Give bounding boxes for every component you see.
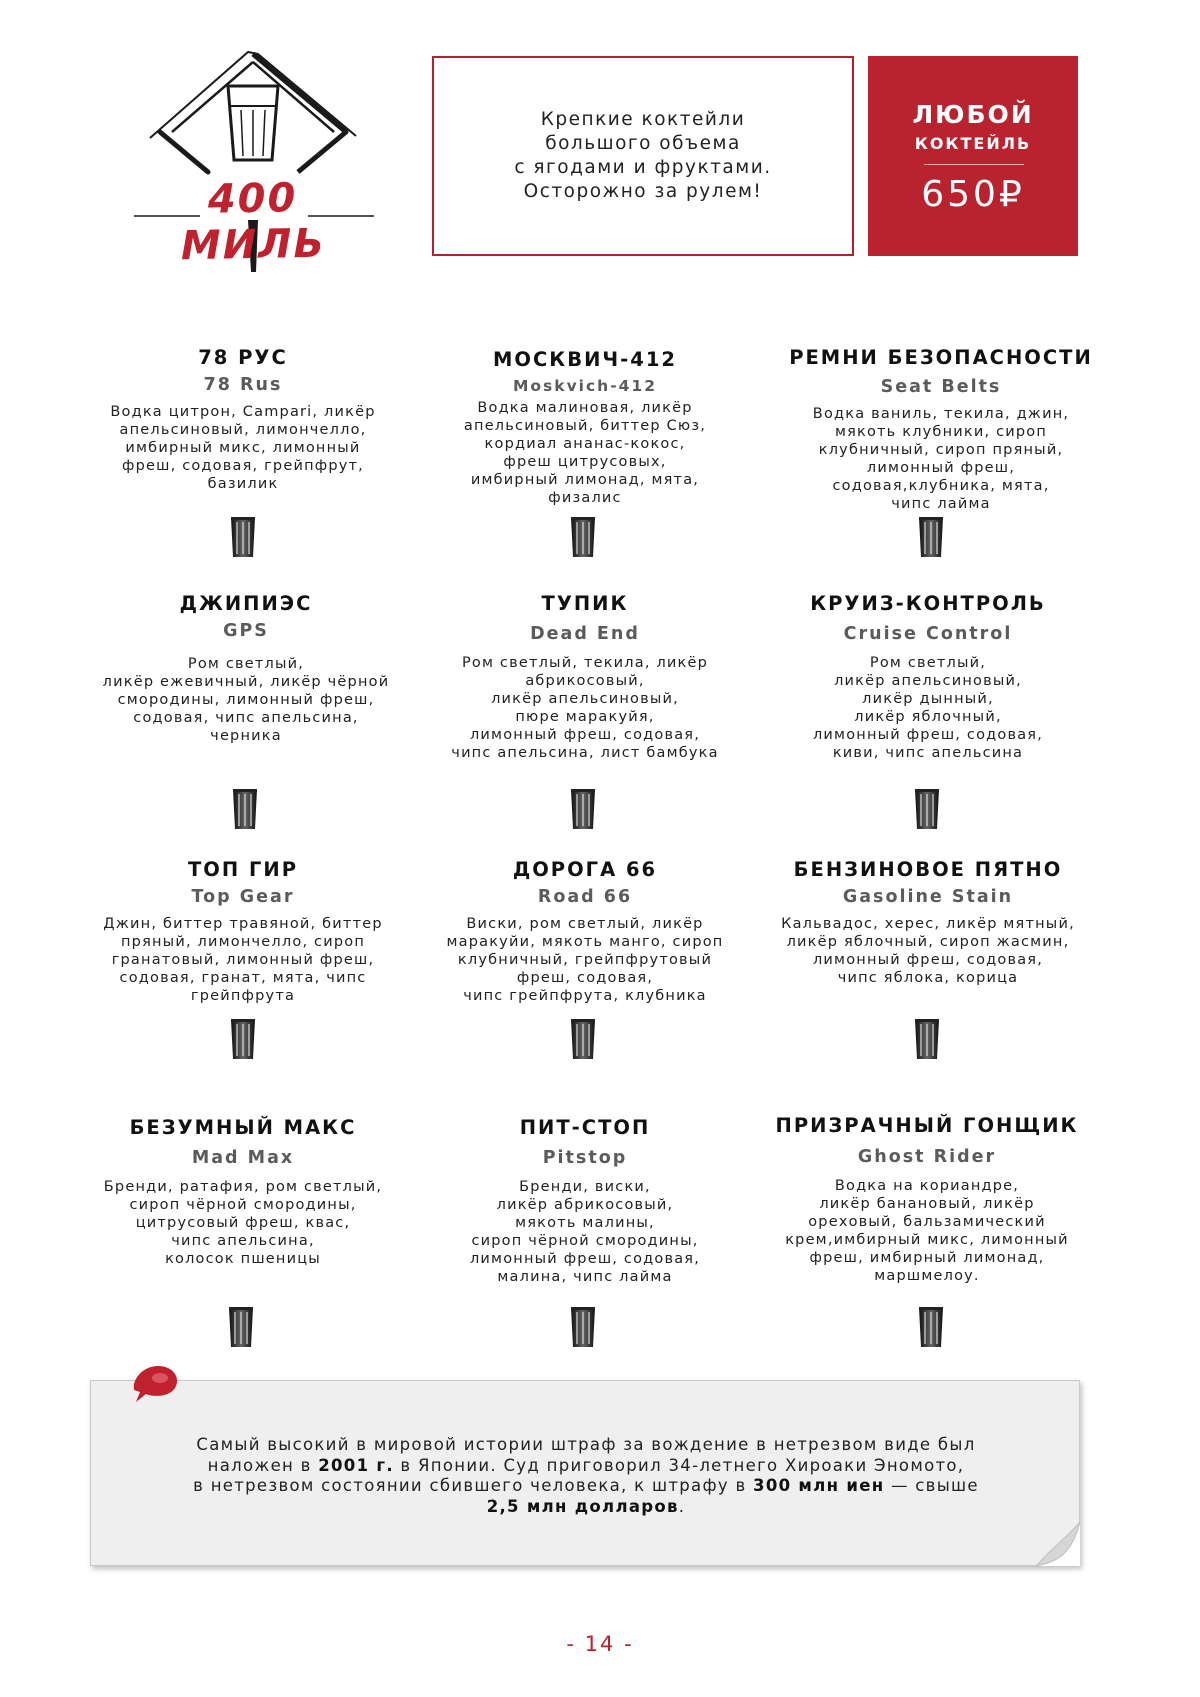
cocktail-ingredients: Бренди, виски, ликёр абрикосовый, мякоть малины, сироп чёрной смородины, лимонный фреш, содовая, малина, чипс лайма [469, 1179, 701, 1285]
cocktail-ingredients: Кальвадос, херес, ликёр мятный, ликёр яблочный, сироп жасмин, лимонный фреш, содовая, чипс яблока, корица [781, 916, 1075, 986]
cocktail-item [763, 858, 1093, 987]
cocktail-latin-name: Gasoline Stain [842, 887, 1014, 907]
cocktail-item [762, 1114, 1092, 1285]
cocktail-ingredients: Водка на кориандре, ликёр банановый, ликёр ореховый, бальзамический крем,имбирный микс, лимонный фреш, имбирный лимонад, маршмелоу. [785, 1178, 1069, 1284]
cocktail-latin-name: Ghost Rider [857, 1147, 997, 1167]
cocktail-name: ПИТ-СТОП [519, 1116, 651, 1139]
cocktail-latin-name: GPS [223, 621, 269, 641]
cocktail-item [776, 346, 1106, 513]
brand-name: 400 МИЛЬ [180, 175, 327, 270]
cocktail-ingredients: Водка цитрон, Campari, ликёр апельсиновый, лимончелло, имбирный микс, лимонный фреш, содовая, грейпфрут, базилик [110, 404, 376, 492]
price-divider [924, 164, 1024, 165]
pushpin-icon [130, 1360, 182, 1404]
cocktail-name: БЕЗУМНЫЙ МАКС [129, 1116, 357, 1139]
cocktail-ingredients: Ром светлый, ликёр ежевичный, ликёр чёрной смородины, лимонный фреш, содовая, чипс апельсина, черника [102, 656, 390, 744]
fact-text [91, 1435, 1081, 1517]
cocktail-name: МОСКВИЧ-412 [493, 348, 677, 371]
price-badge [868, 56, 1078, 256]
cocktail-latin-name: Cruise Control [843, 624, 1013, 644]
glass-icon [570, 788, 596, 830]
cocktail-item [420, 592, 750, 762]
cocktail-ingredients: Ром светлый, текила, ликёр абрикосовый, ликёр апельсиновый, пюре маракуйя, лимонный фреш, содовая, чипс апельсина, лист бамбука [451, 655, 719, 761]
cocktail-latin-name: Road 66 [537, 887, 633, 907]
cocktail-item [763, 592, 1093, 762]
cocktail-name: ТОП ГИР [187, 858, 299, 881]
cocktail-latin-name: Mad Max [191, 1148, 295, 1168]
cocktail-item [420, 348, 750, 507]
fact-year: 2001 г. [318, 1455, 394, 1475]
cocktail-latin-name: Seat Belts [880, 377, 1002, 397]
cocktail-ingredients: Водка малиновая, ликёр апельсиновый, биттер Сюз, кордиал ананас-кокос, фреш цитрусовых, имбирный лимонад, мята, физалис [463, 400, 707, 506]
intro-text [514, 108, 771, 204]
price-label-any: ЛЮБОЙ [912, 100, 1034, 129]
cocktail-name: КРУИЗ-КОНТРОЛЬ [810, 592, 1046, 615]
glass-icon [570, 516, 596, 558]
glass-icon [918, 516, 944, 558]
cocktail-name: ПРИЗРАЧНЫЙ ГОНЩИК [775, 1114, 1079, 1137]
cocktail-item [78, 346, 408, 493]
cocktail-latin-name: Top Gear [191, 887, 295, 907]
brand-logo [128, 48, 378, 276]
intro-line: с ягодами и фруктами. [514, 157, 772, 178]
cocktail-item [420, 858, 750, 1005]
page-number: - 14 - [566, 1632, 634, 1656]
fact-line: Самый высокий в мировой истории штраф за вождение в нетрезвом виде был [196, 1435, 976, 1454]
glass-icon [570, 1018, 596, 1060]
cocktail-ingredients: Джин, биттер травяной, биттер пряный, лимончелло, сироп гранатовый, лимонный фреш, содовая, гранат, мята, чипс грейпфрута [103, 916, 383, 1004]
cocktail-item [420, 1116, 750, 1286]
cocktail-name: ДОРОГА 66 [512, 858, 658, 881]
cocktail-latin-name: Moskvich-412 [512, 377, 658, 395]
fact-fine-usd: 2,5 млн долларов [486, 1496, 679, 1516]
cocktail-item [78, 858, 408, 1005]
cocktail-name: РЕМНИ БЕЗОПАСНОСТИ [789, 346, 1093, 369]
cocktail-name: ТУПИК [541, 592, 629, 615]
fact-line: наложен в 2001 г. в Японии. Суд приговорил 34-летнего Хироаки Эномото, [207, 1455, 965, 1475]
fact-fine-yen: 300 млн иен [753, 1476, 885, 1495]
glass-icon [228, 1306, 254, 1348]
cocktail-latin-name: Dead End [530, 624, 640, 644]
glass-icon [230, 516, 256, 558]
intro-line: Осторожно за рулем! [523, 181, 763, 202]
cocktail-latin-name: 78 Rus [203, 375, 283, 395]
intro-box [432, 56, 854, 256]
cocktail-ingredients: Бренди, ратафия, ром светлый, сироп чёрной смородины, цитрусовый фреш, квас, чипс апельсина, колосок пшеницы [103, 1179, 383, 1267]
glass-icon [230, 1018, 256, 1060]
fact-line: 2,5 млн долларов. [486, 1496, 686, 1516]
cocktail-ingredients: Водка ваниль, текила, джин, мякоть клубники, сироп клубничный, сироп пряный, лимонный фреш, содовая,клубника, мята, чипс лайма [812, 406, 1070, 512]
intro-line: Крепкие коктейли [540, 109, 746, 130]
price-label-cocktail: КОКТЕЙЛЬ [914, 134, 1032, 153]
glass-icon [570, 1306, 596, 1348]
cocktail-item [78, 1116, 408, 1268]
glass-icon [232, 788, 258, 830]
cocktail-name: ДЖИПИЭС [179, 592, 313, 615]
price-value: 650₽ [921, 174, 1025, 215]
glass-icon [914, 788, 940, 830]
glass-icon [918, 1306, 944, 1348]
fact-line: в нетрезвом состоянии сбившего человека, к штрафу в 300 млн иен — свыше [193, 1476, 979, 1495]
cocktail-name: 78 РУС [198, 346, 288, 369]
fact-note [90, 1380, 1080, 1566]
page-curl-icon [1036, 1522, 1080, 1566]
cocktail-name: БЕНЗИНОВОЕ ПЯТНО [793, 858, 1063, 881]
cocktail-item [81, 592, 411, 745]
intro-line: большого объема [545, 133, 741, 154]
cocktail-ingredients: Виски, ром светлый, ликёр маракуйи, мякоть манго, сироп клубничный, грейпфрутовый фреш, содовая, чипс грейпфрута, клубника [446, 916, 724, 1004]
cocktail-latin-name: Pitstop [542, 1148, 628, 1168]
cocktail-ingredients: Ром светлый, ликёр апельсиновый, ликёр дынный, ликёр яблочный, лимонный фреш, содовая, киви, чипс апельсина [812, 655, 1044, 761]
glass-icon [914, 1018, 940, 1060]
